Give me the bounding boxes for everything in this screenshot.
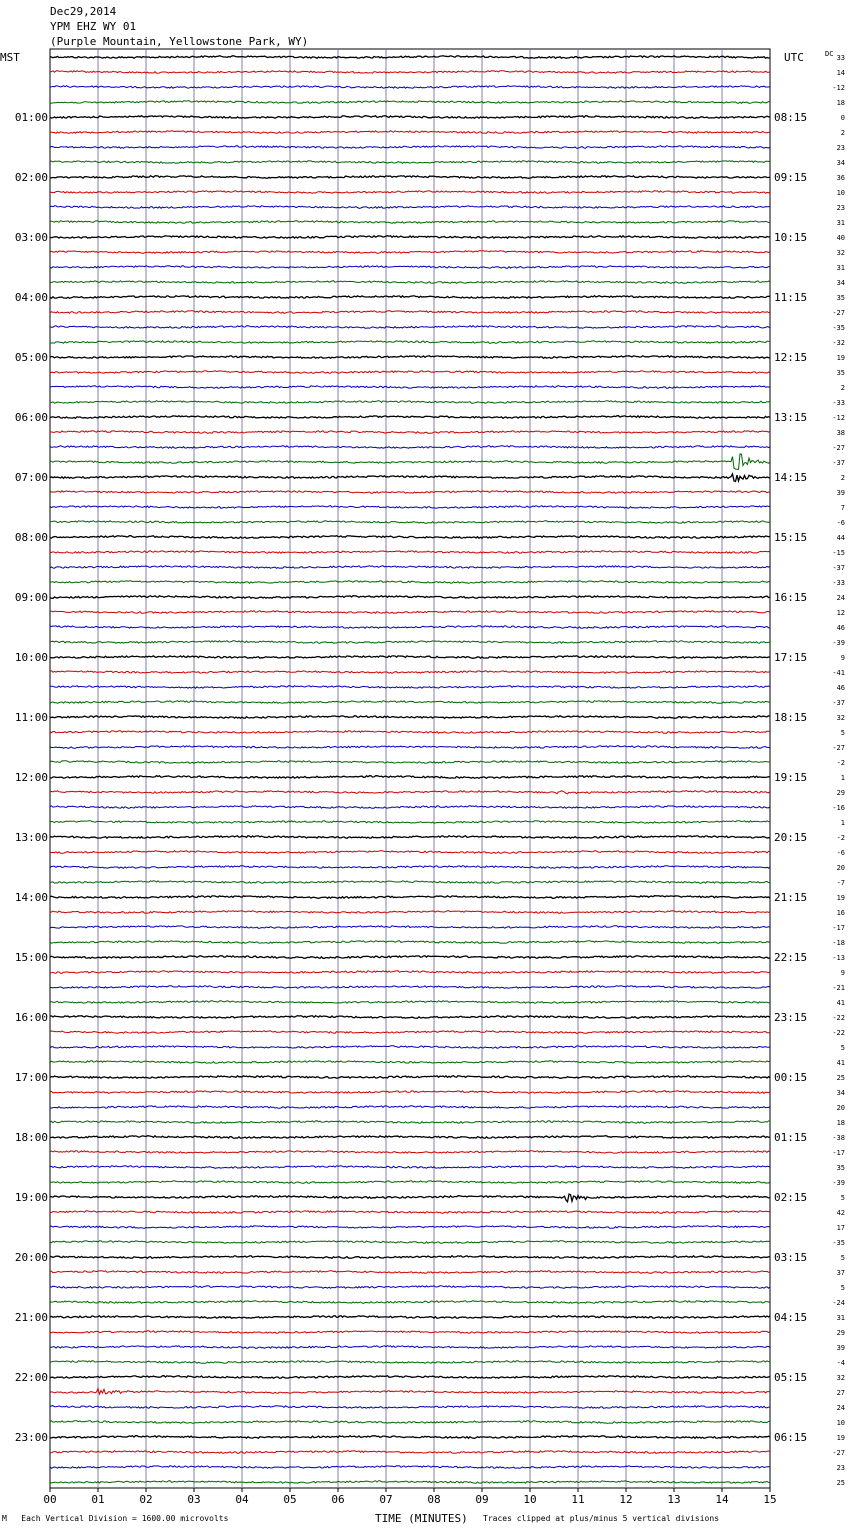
x-tick-label: 01: [91, 1493, 105, 1506]
dc-offset-value: 7: [840, 504, 845, 512]
seismic-trace: [50, 454, 770, 470]
dc-offset-value: 40: [836, 234, 845, 242]
dc-offset-value: -37: [832, 564, 845, 572]
seismic-trace: [50, 1136, 770, 1139]
clip-note: Traces clipped at plus/minus 5 vertical divisions: [483, 1514, 720, 1523]
seismic-trace: [50, 1388, 770, 1394]
seismic-trace: [50, 116, 770, 119]
dc-offset-value: -24: [832, 1299, 845, 1307]
seismic-trace: [50, 1421, 770, 1424]
seismic-trace: [50, 881, 770, 884]
right-hour-label: 22:15: [774, 951, 808, 964]
dc-offset-value: 10: [836, 1419, 845, 1427]
seismic-trace: [50, 671, 770, 674]
dc-offset-value: -35: [832, 324, 845, 332]
dc-offset-value: 10: [836, 189, 845, 197]
seismic-trace: [50, 491, 770, 494]
right-hour-label: 02:15: [774, 1191, 808, 1204]
seismic-trace: [50, 1436, 770, 1439]
seismic-trace: [50, 1376, 770, 1379]
right-timezone-label: UTC: [784, 51, 804, 64]
dc-offset-value: -39: [832, 639, 845, 647]
right-hour-label: 12:15: [774, 351, 808, 364]
dc-offset-value: -6: [836, 519, 845, 527]
seismic-trace: [50, 971, 770, 974]
right-hour-label: 19:15: [774, 771, 808, 784]
dc-offset-value: 18: [836, 1119, 845, 1127]
right-hour-label: 09:15: [774, 171, 808, 184]
seismic-trace: [50, 1226, 770, 1229]
left-hour-label: 09:00: [14, 591, 48, 604]
dc-offset-value: -37: [832, 699, 845, 707]
seismic-trace: [50, 1451, 770, 1454]
right-hour-label: 10:15: [774, 231, 808, 244]
seismic-trace: [50, 71, 770, 74]
left-hour-label: 08:00: [14, 531, 48, 544]
dc-offset-value: -39: [832, 1179, 845, 1187]
x-tick-label: 09: [475, 1493, 489, 1506]
x-tick-label: 02: [139, 1493, 153, 1506]
left-hour-label: 06:00: [14, 411, 48, 424]
seismic-trace: [50, 1361, 770, 1364]
seismic-trace: [50, 806, 770, 809]
left-hour-label: 21:00: [14, 1311, 48, 1324]
seismic-trace: [50, 101, 770, 104]
left-hour-label: 10:00: [14, 651, 48, 664]
seismic-trace: [50, 566, 770, 569]
seismic-trace: [50, 581, 770, 584]
seismic-trace: [50, 1091, 770, 1094]
dc-offset-value: -7: [836, 879, 845, 887]
seismic-trace: [50, 1316, 770, 1319]
dc-offset-value: -17: [832, 1149, 845, 1157]
dc-offset-value: -41: [832, 669, 845, 677]
seismic-trace: [50, 1031, 770, 1034]
seismic-trace: [50, 1046, 770, 1049]
dc-offset-value: 38: [836, 429, 845, 437]
seismic-trace: [50, 641, 770, 644]
seismic-trace: [50, 341, 770, 344]
dc-offset-value: 16: [836, 909, 845, 917]
seismic-trace: [50, 521, 770, 524]
dc-offset-value: 5: [840, 1194, 845, 1202]
right-hour-label: 06:15: [774, 1431, 808, 1444]
left-hour-label: 02:00: [14, 171, 48, 184]
seismic-trace: [50, 746, 770, 749]
seismic-trace: [50, 1061, 770, 1064]
seismic-trace: [50, 536, 770, 539]
x-tick-label: 14: [715, 1493, 729, 1506]
left-hour-label: 04:00: [14, 291, 48, 304]
x-tick-label: 07: [379, 1493, 393, 1506]
seismic-trace: [50, 446, 770, 449]
scale-note: [2, 1514, 228, 1523]
vertical-division-note: Each Vertical Division = 1600.00 microvolts: [21, 1514, 229, 1523]
dc-offset-value: -27: [832, 1449, 845, 1457]
seismic-trace: [50, 56, 770, 59]
dc-offset-value: 27: [836, 1389, 845, 1397]
seismic-trace: [50, 1481, 770, 1484]
seismic-trace: [50, 1466, 770, 1469]
dc-offset-value: 32: [836, 249, 845, 257]
left-hour-label: 22:00: [14, 1371, 48, 1384]
x-tick-label: 00: [43, 1493, 57, 1506]
seismic-trace: [50, 551, 770, 554]
dc-offset-value: 20: [836, 864, 845, 872]
dc-offset-value: 20: [836, 1104, 845, 1112]
seismic-trace: [50, 1331, 770, 1334]
seismic-trace: [50, 851, 770, 854]
seismic-trace: [50, 221, 770, 224]
seismic-trace: [50, 86, 770, 89]
dc-offset-value: 29: [836, 1329, 845, 1337]
seismic-trace: [50, 866, 770, 869]
left-hour-label: 01:00: [14, 111, 48, 124]
dc-offset-value: -33: [832, 579, 845, 587]
left-hour-label: 11:00: [14, 711, 48, 724]
seismic-trace: [50, 1256, 770, 1259]
dc-offset-value: 5: [840, 1284, 845, 1292]
seismic-trace: [50, 1121, 770, 1124]
x-tick-label: 15: [763, 1493, 777, 1506]
left-hour-label: 17:00: [14, 1071, 48, 1084]
seismic-trace: [50, 326, 770, 329]
x-tick-label: 04: [235, 1493, 249, 1506]
dc-offset-value: 39: [836, 1344, 845, 1352]
dc-offset-value: 34: [836, 1089, 845, 1097]
seismic-trace: [50, 371, 770, 374]
seismic-trace: [50, 431, 770, 434]
dc-offset-value: 23: [836, 144, 845, 152]
dc-offset-value: 31: [836, 219, 845, 227]
dc-offset-value: 18: [836, 99, 845, 107]
x-axis-label: TIME (MINUTES): [375, 1512, 468, 1525]
dc-offset-value: -2: [836, 759, 845, 767]
seismic-trace: [50, 416, 770, 419]
dc-offset-value: -6: [836, 849, 845, 857]
dc-offset-value: 35: [836, 369, 845, 377]
x-tick-label: 11: [571, 1493, 585, 1506]
right-hour-label: 01:15: [774, 1131, 808, 1144]
seismic-trace: [50, 956, 770, 959]
x-tick-label: 13: [667, 1493, 681, 1506]
seismic-trace: [50, 311, 770, 314]
dc-offset-value: 41: [836, 999, 845, 1007]
right-hour-label: 00:15: [774, 1071, 808, 1084]
dc-offset-value: 24: [836, 1404, 845, 1412]
dc-offset-value: 31: [836, 264, 845, 272]
seismic-trace: [50, 356, 770, 359]
right-hour-label: 03:15: [774, 1251, 808, 1264]
seismic-trace: [50, 941, 770, 944]
right-hour-label: 20:15: [774, 831, 808, 844]
seismic-trace: [50, 506, 770, 509]
left-hour-label: 12:00: [14, 771, 48, 784]
seismic-trace: [50, 1194, 770, 1202]
dc-offset-value: 19: [836, 354, 845, 362]
dc-offset-value: 19: [836, 894, 845, 902]
seismic-trace: [50, 1151, 770, 1154]
seismic-trace: [50, 926, 770, 929]
seismic-trace: [50, 1241, 770, 1244]
dc-offset-value: 19: [836, 1434, 845, 1442]
right-hour-label: 04:15: [774, 1311, 808, 1324]
dc-offset-value: -2: [836, 834, 845, 842]
right-hour-label: 08:15: [774, 111, 808, 124]
seismic-trace: [50, 401, 770, 404]
left-timezone-label: MST: [0, 51, 20, 64]
left-hour-label: 16:00: [14, 1011, 48, 1024]
dc-offset-value: -22: [832, 1029, 845, 1037]
dc-offset-value: -35: [832, 1239, 845, 1247]
seismic-trace: [50, 251, 770, 254]
right-hour-label: 18:15: [774, 711, 808, 724]
dc-offset-value: 5: [840, 1254, 845, 1262]
station-location: (Purple Mountain, Yellowstone Park, WY): [50, 35, 309, 48]
x-tick-label: 10: [523, 1493, 537, 1506]
seismic-trace: [50, 281, 770, 284]
seismic-trace: [50, 611, 770, 614]
dc-offset-value: -27: [832, 744, 845, 752]
seismic-trace: [50, 911, 770, 913]
x-tick-label: 08: [427, 1493, 441, 1506]
dc-offset-value: 46: [836, 624, 845, 632]
seismic-trace: [50, 1166, 770, 1169]
right-hour-label: 15:15: [774, 531, 808, 544]
dc-offset-value: -12: [832, 84, 845, 92]
dc-offset-value: -22: [832, 1014, 845, 1022]
dc-offset-value: 23: [836, 204, 845, 212]
left-hour-label: 23:00: [14, 1431, 48, 1444]
right-hour-label: 14:15: [774, 471, 808, 484]
dc-offset-value: -15: [832, 549, 845, 557]
dc-offset-value: -21: [832, 984, 845, 992]
dc-offset-value: 41: [836, 1059, 845, 1067]
right-hour-label: 13:15: [774, 411, 808, 424]
seismic-trace: [50, 1076, 770, 1079]
left-hour-label: 20:00: [14, 1251, 48, 1264]
seismic-trace: [50, 701, 770, 704]
dc-offset-value: 39: [836, 489, 845, 497]
seismic-trace: [50, 791, 770, 794]
right-hour-label: 05:15: [774, 1371, 808, 1384]
dc-offset-value: 25: [836, 1074, 845, 1082]
seismic-trace: [50, 146, 770, 149]
dc-offset-value: 33: [836, 54, 845, 62]
dc-offset-value: -27: [832, 444, 845, 452]
dc-offset-value: 42: [836, 1209, 845, 1217]
footer-marker: M: [2, 1514, 7, 1523]
dc-offset-value: 36: [836, 174, 845, 182]
seismic-trace: [50, 176, 770, 178]
seismic-trace: [50, 761, 770, 764]
dc-offset-value: -38: [832, 1134, 845, 1142]
seismic-trace: [50, 656, 770, 659]
dc-offset-value: 32: [836, 1374, 845, 1382]
dc-offset-value: 2: [840, 474, 845, 482]
dc-offset-value: -13: [832, 954, 845, 962]
x-tick-label: 12: [619, 1493, 633, 1506]
seismic-trace: [50, 1211, 770, 1214]
x-tick-label: 03: [187, 1493, 201, 1506]
seismic-trace: [50, 686, 770, 689]
dc-offset-value: 25: [836, 1479, 845, 1487]
dc-offset-value: -12: [832, 414, 845, 422]
left-hour-label: 18:00: [14, 1131, 48, 1144]
seismic-trace: [50, 1286, 770, 1289]
dc-offset-value: -32: [832, 339, 845, 347]
dc-offset-value: 17: [836, 1224, 845, 1232]
left-hour-label: 19:00: [14, 1191, 48, 1204]
seismic-trace: [50, 716, 770, 719]
dc-offset-value: 44: [836, 534, 845, 542]
seismic-trace: [50, 1346, 770, 1349]
dc-offset-value: -18: [832, 939, 845, 947]
seismic-trace: [50, 236, 770, 239]
seismic-trace: [50, 1406, 770, 1409]
seismic-trace: [50, 986, 770, 989]
dc-offset-value: 29: [836, 789, 845, 797]
dc-offset-value: 1: [840, 774, 845, 782]
dc-offset-value: 24: [836, 594, 845, 602]
station-code: YPM EHZ WY 01: [50, 20, 137, 33]
dc-offset-value: 35: [836, 1164, 845, 1172]
dc-offset-value: 2: [840, 129, 845, 137]
x-tick-label: 06: [331, 1493, 345, 1506]
seismic-trace: [50, 731, 770, 734]
seismic-trace: [50, 776, 770, 779]
right-hour-label: 16:15: [774, 591, 808, 604]
seismic-trace: [50, 896, 770, 899]
dc-offset-value: -27: [832, 309, 845, 317]
seismic-trace: [50, 836, 770, 839]
right-hour-label: 11:15: [774, 291, 808, 304]
seismic-trace: [50, 596, 770, 599]
seismic-trace: [50, 1181, 770, 1184]
right-hour-label: 21:15: [774, 891, 808, 904]
dc-offset-value: 37: [836, 1269, 845, 1277]
dc-header: DC: [825, 50, 834, 58]
dc-offset-value: 0: [840, 114, 845, 122]
dc-offset-value: 9: [840, 654, 845, 662]
left-hour-label: 07:00: [14, 471, 48, 484]
dc-offset-value: -37: [832, 459, 845, 467]
dc-offset-value: -16: [832, 804, 845, 812]
seismic-trace: [50, 386, 770, 389]
dc-offset-value: 12: [836, 609, 845, 617]
right-hour-label: 23:15: [774, 1011, 808, 1024]
dc-offset-value: 14: [836, 69, 845, 77]
left-hour-label: 03:00: [14, 231, 48, 244]
dc-offset-value: 1: [840, 819, 845, 827]
left-hour-label: 13:00: [14, 831, 48, 844]
seismic-trace: [50, 1001, 770, 1004]
seismic-trace: [50, 266, 770, 268]
seismic-trace: [50, 474, 770, 482]
dc-offset-value: 32: [836, 714, 845, 722]
seismic-trace: [50, 1106, 770, 1109]
left-hour-label: 15:00: [14, 951, 48, 964]
left-hour-label: 05:00: [14, 351, 48, 364]
dc-offset-value: 5: [840, 1044, 845, 1052]
seismic-trace: [50, 131, 770, 134]
dc-offset-value: -33: [832, 399, 845, 407]
dc-offset-value: 31: [836, 1314, 845, 1322]
x-tick-label: 05: [283, 1493, 297, 1506]
dc-offset-value: -17: [832, 924, 845, 932]
dc-offset-value: 35: [836, 294, 845, 302]
dc-offset-value: 34: [836, 159, 845, 167]
plot-date: Dec29,2014: [50, 5, 117, 18]
dc-offset-value: 9: [840, 969, 845, 977]
seismic-trace: [50, 1016, 770, 1019]
dc-offset-value: 23: [836, 1464, 845, 1472]
seismic-trace: [50, 821, 770, 824]
dc-offset-value: 34: [836, 279, 845, 287]
dc-offset-value: 46: [836, 684, 845, 692]
dc-offset-value: 2: [840, 384, 845, 392]
seismic-trace: [50, 1301, 770, 1304]
dc-offset-value: -4: [836, 1359, 845, 1367]
seismic-trace: [50, 296, 770, 299]
dc-offset-value: 5: [840, 729, 845, 737]
right-hour-label: 17:15: [774, 651, 808, 664]
seismic-trace: [50, 206, 770, 209]
seismic-trace: [50, 191, 770, 194]
left-hour-label: 14:00: [14, 891, 48, 904]
seismic-trace: [50, 626, 770, 629]
seismic-trace: [50, 161, 770, 164]
seismic-trace: [50, 1271, 770, 1274]
